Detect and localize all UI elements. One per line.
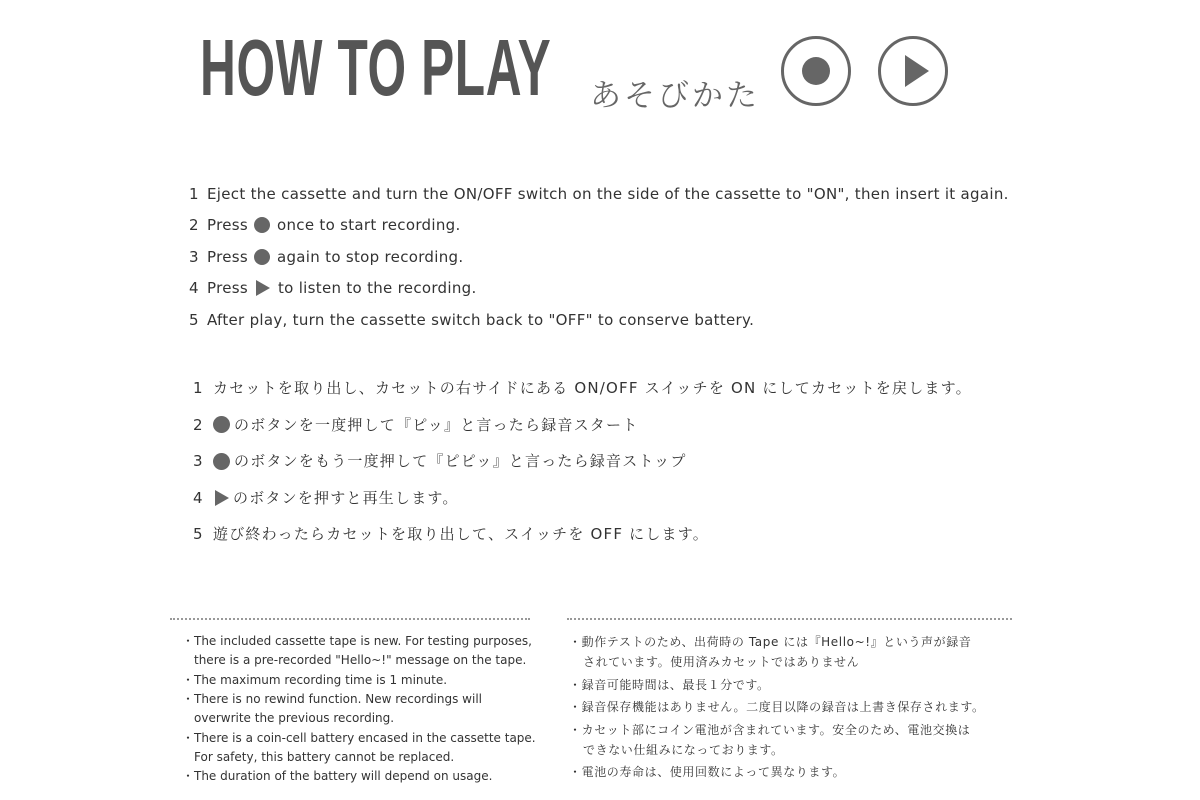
notes-en [182, 632, 552, 787]
step-text-before: Press [207, 279, 248, 298]
note-line: ・There is a coin-cell battery encased in the cassette tape. [182, 730, 536, 745]
step-jp-1 [193, 370, 1043, 407]
step-en-4 [189, 273, 1039, 305]
note-item [182, 729, 552, 767]
step-number: 4 [193, 488, 204, 507]
step-jp-2 [193, 407, 1043, 444]
step-text-after: to listen to the recording. [277, 279, 477, 298]
note-line: ・カセット部にコイン電池が含まれています。安全のため、電池交換は [569, 722, 971, 737]
step-number: 2 [189, 216, 199, 235]
instructions-en [189, 178, 1039, 336]
note-line: ・The duration of the battery will depend on usage. [182, 769, 493, 783]
note-line: ・The maximum recording time is 1 minute. [182, 672, 448, 687]
step-text: カセットを取り出し、カセットの右サイドにある ON/OFF スイッチを ON にしてカセットを戻します。 [213, 379, 972, 398]
instructions-jp [193, 370, 1043, 553]
step-en-1 [189, 178, 1039, 210]
play-triangle-icon [215, 490, 229, 506]
step-text: のボタンを押すと再生します。 [233, 488, 459, 507]
note-item [182, 690, 552, 728]
note-item [182, 671, 552, 690]
note-line: されています。使用済みカセットではありません [583, 655, 860, 669]
divider-jp [567, 618, 1012, 620]
step-number: 1 [193, 379, 204, 398]
step-text: 遊び終わったらカセットを取り出して、スイッチを OFF にします。 [213, 525, 709, 544]
step-text-before: Press [207, 247, 248, 266]
note-line: ・録音可能時間は、最長１分です。 [569, 677, 770, 692]
step-number: 2 [193, 415, 204, 434]
note-line: できない仕組みになっております。 [583, 742, 784, 757]
header [200, 23, 1000, 118]
page-title: HOW TO PLAY [200, 23, 552, 112]
note-line: there is a pre-recorded "Hello~!" message on the tape. [194, 653, 527, 667]
note-item [182, 767, 552, 786]
note-line: ・The included cassette tape is new. For testing purposes, [182, 634, 532, 648]
step-text-after: again to stop recording. [276, 247, 464, 266]
step-number: 3 [193, 452, 204, 471]
note-item [569, 697, 1029, 717]
record-dot-icon [213, 453, 230, 470]
step-text: Eject the cassette and turn the ON/OFF switch on the side of the cassette to "ON", then insert it again. [207, 184, 1009, 203]
step-en-5 [189, 304, 1039, 336]
notes-jp [569, 632, 1029, 785]
note-line: ・動作テストのため、出荷時の Tape には『Hello~!』という声が録音 [569, 635, 972, 649]
step-text-before: Press [207, 216, 248, 235]
note-item [569, 632, 1029, 672]
note-item [569, 720, 1029, 760]
step-jp-5 [193, 516, 1043, 553]
note-line: ・There is no rewind function. New recordings will [182, 692, 482, 706]
record-dot-icon [254, 249, 270, 265]
note-item [569, 762, 1029, 782]
record-dot-icon [254, 217, 270, 233]
step-text: After play, turn the cassette switch back to "OFF" to conserve battery. [207, 310, 755, 329]
note-line: overwrite the previous recording. [194, 711, 395, 725]
note-line: For safety, this battery cannot be replaced. [194, 749, 455, 764]
note-item [182, 632, 552, 670]
note-line: ・録音保存機能はありません。二度目以降の録音は上書き保存されます。 [569, 700, 985, 714]
note-item [569, 675, 1029, 695]
step-jp-3 [193, 443, 1043, 480]
step-text: のボタンをもう一度押して『ピピッ』と言ったら録音ストップ [234, 452, 687, 471]
page-subtitle: あそびかた [590, 78, 760, 114]
play-triangle-icon [256, 280, 270, 296]
step-number: 5 [193, 525, 204, 544]
step-text-after: once to start recording. [276, 216, 461, 235]
record-circle-icon [781, 36, 851, 106]
step-text: のボタンを一度押して『ピッ』と言ったら録音スタート [234, 415, 639, 434]
step-number: 4 [189, 279, 199, 298]
play-circle-icon [878, 36, 948, 106]
step-number: 1 [189, 184, 199, 203]
note-line: ・電池の寿命は、使用回数によって異なります。 [569, 765, 846, 779]
record-dot-icon [213, 416, 230, 433]
step-number: 3 [189, 247, 199, 266]
step-en-2 [189, 210, 1039, 242]
step-jp-4 [193, 480, 1043, 517]
divider-en [170, 618, 530, 620]
step-number: 5 [189, 310, 199, 329]
step-en-3 [189, 241, 1039, 273]
